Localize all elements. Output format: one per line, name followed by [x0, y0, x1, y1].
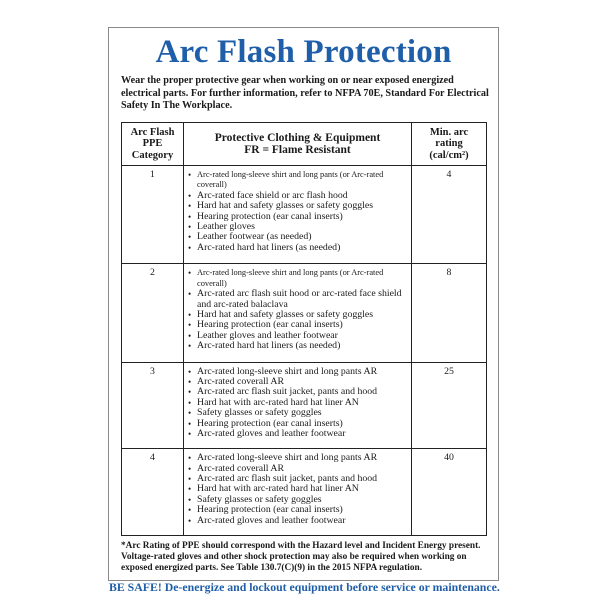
- equipment-cell: [184, 264, 412, 362]
- list-item: • Leather gloves and leather footwear: [188, 331, 407, 341]
- list-item: • Arc-rated arc flash suit jacket, pants and hood: [188, 387, 407, 397]
- be-safe-banner: BE SAFE! De-energize and lockout equipment before service or maintenance.: [109, 580, 500, 594]
- rating-cell: 25: [412, 362, 487, 449]
- header-line: Arc Flash: [130, 126, 175, 138]
- header-rating: [412, 123, 487, 166]
- list-item: • Arc-rated hard hat liners (as needed): [188, 243, 407, 253]
- header-category: [122, 123, 184, 166]
- category-cell: 3: [122, 362, 184, 449]
- list-item: • Hard hat and safety glasses or safety goggles: [188, 310, 407, 320]
- list-item: • Hard hat with arc-rated hard hat liner AN: [188, 398, 407, 408]
- table-header-row: [122, 123, 487, 166]
- header-line: Protective Clothing & Equipment: [214, 131, 381, 144]
- list-item: • Arc-rated long-sleeve shirt and long pants (or Arc-rated coverall): [188, 268, 407, 289]
- category-cell: 4: [122, 449, 184, 536]
- category-cell: 1: [122, 166, 184, 264]
- rating-cell: 8: [412, 264, 487, 362]
- list-item: • Arc-rated gloves and leather footwear: [188, 429, 407, 439]
- ppe-table: [121, 122, 487, 536]
- table-row: [122, 362, 487, 449]
- list-item: • Arc-rated gloves and leather footwear: [188, 516, 407, 526]
- footnote-text: *Arc Rating of PPE should correspond with the Hazard level and Incident Energy present. Voltage-rated gloves and other shock protection may also be required when working on exposed energized parts. See Table 130.7(C)(9) in the 2015 NFPA regulation.: [121, 541, 481, 573]
- list-item: • Hearing protection (ear canal inserts): [188, 320, 407, 330]
- list-item: • Hearing protection (ear canal inserts): [188, 505, 407, 515]
- table-row: [122, 449, 487, 536]
- list-item: • Safety glasses or safety goggles: [188, 495, 407, 505]
- header-line: FR = Flame Resistant: [244, 144, 351, 156]
- rating-cell: 40: [412, 449, 487, 536]
- intro-text: Wear the proper protective gear when working on or near exposed energized electrical parts. For further information, refer to NFPA 70E, Standard For Electrical Safety In The Workplace.: [121, 75, 489, 111]
- equipment-list: [188, 453, 407, 526]
- list-item: • Hard hat and safety glasses or safety goggles: [188, 201, 407, 211]
- equipment-list: [188, 268, 407, 351]
- header-line: PPE: [142, 138, 163, 150]
- list-item: • Leather footwear (as needed): [188, 232, 407, 242]
- table-row: [122, 166, 487, 264]
- equipment-cell: [184, 362, 412, 449]
- list-item: • Arc-rated arc flash suit jacket, pants and hood: [188, 474, 407, 484]
- header-line: Min. arc: [429, 126, 469, 138]
- equipment-cell: [184, 166, 412, 264]
- header-line: rating: [435, 138, 463, 150]
- list-item: • Arc-rated face shield or arc flash hood: [188, 191, 407, 201]
- list-item: • Hard hat with arc-rated hard hat liner AN: [188, 484, 407, 494]
- list-item: • Arc-rated coverall AR: [188, 377, 407, 387]
- equipment-cell: [184, 449, 412, 536]
- list-item: • Leather gloves: [188, 222, 407, 232]
- header-equipment: [184, 123, 412, 166]
- equipment-list: [188, 170, 407, 253]
- rating-cell: 4: [412, 166, 487, 264]
- list-item: • Arc-rated long-sleeve shirt and long pants AR: [188, 367, 407, 377]
- table-row: [122, 264, 487, 362]
- header-line: (cal/cm²): [429, 149, 469, 161]
- equipment-list: [188, 367, 407, 440]
- sign-title: Arc Flash Protection: [155, 34, 452, 70]
- list-item: • Hearing protection (ear canal inserts): [188, 212, 407, 222]
- list-item: • Arc-rated hard hat liners (as needed): [188, 341, 407, 351]
- list-item: • Hearing protection (ear canal inserts): [188, 419, 407, 429]
- list-item: • Arc-rated coverall AR: [188, 464, 407, 474]
- list-item: • Arc-rated arc flash suit hood or arc-rated face shield and arc-rated balaclava: [188, 289, 407, 310]
- list-item: • Safety glasses or safety goggles: [188, 408, 407, 418]
- list-item: • Arc-rated long-sleeve shirt and long pants AR: [188, 453, 407, 463]
- arc-flash-sign: [108, 27, 500, 594]
- category-cell: 2: [122, 264, 184, 362]
- header-line: Category: [131, 149, 174, 161]
- list-item: • Arc-rated long-sleeve shirt and long pants (or Arc-rated coverall): [188, 170, 407, 191]
